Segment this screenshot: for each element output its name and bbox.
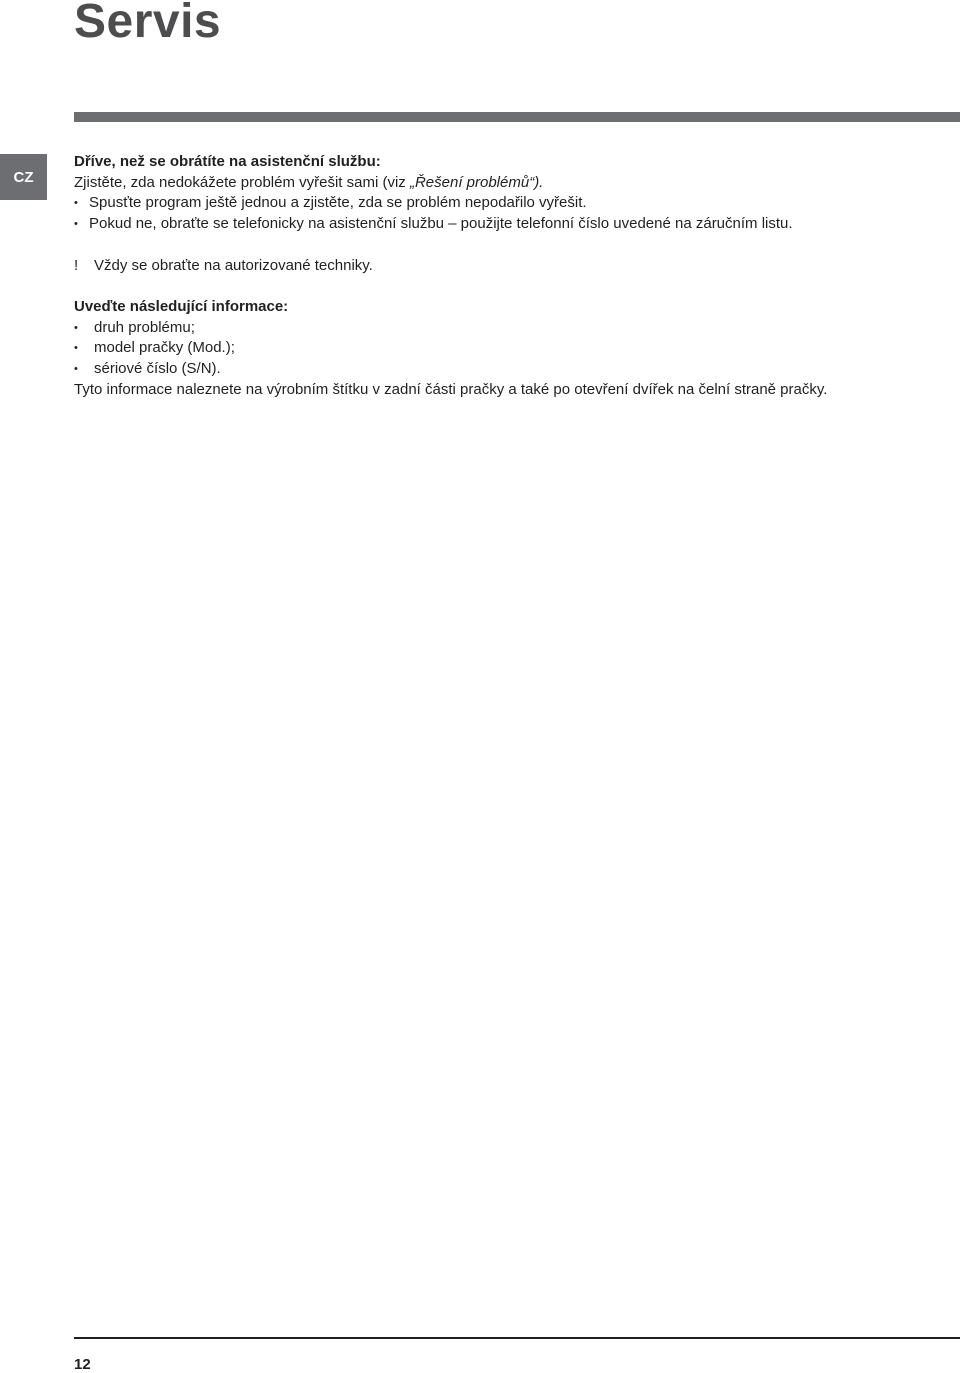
warning-note — [74, 256, 944, 277]
spacer — [74, 235, 944, 256]
section2-heading: Uveďte následující informace: — [74, 297, 289, 315]
service-content — [74, 152, 944, 400]
list-item-text: sériové číslo (S/N). — [94, 360, 221, 377]
section1-intro — [74, 173, 944, 194]
list-item-text: Pokud ne, obraťte se telefonicky na asistenční službu – použijte telefonní číslo uvedené na záručním listu. — [89, 215, 793, 233]
list-item-text: Spusťte program ještě jednou a zjistěte, zda se problém nepodařilo vyřešit. — [89, 194, 587, 212]
section1-heading: Dříve, než se obrátíte na asistenční službu: — [74, 153, 381, 170]
bullet-icon: • — [74, 197, 78, 210]
bullet-icon: • — [74, 363, 78, 375]
list-item — [74, 318, 944, 339]
info-location-text: Tyto informace naleznete na výrobním štítku v zadní části pračky a také po otevření dvířek na čelní straně pračky. — [74, 380, 828, 398]
spacer — [74, 276, 944, 297]
intro-reference: „Řešení problémů“). — [409, 173, 544, 191]
intro-text: Zjistěte, zda nedokážete problém vyřešit sami (viz — [74, 173, 410, 191]
page-title: Servis — [74, 0, 222, 48]
title-divider — [74, 112, 960, 122]
bullet-icon: • — [74, 342, 78, 355]
warning-note-text: Vždy se obraťte na autorizované techniky. — [94, 256, 373, 274]
list-item — [74, 214, 944, 235]
language-tab: CZ — [0, 154, 47, 200]
page-number: 12 — [74, 1356, 91, 1373]
footer-divider — [74, 1337, 960, 1339]
list-item-text: model pračky (Mod.); — [94, 339, 235, 357]
section1-list — [74, 193, 944, 234]
bullet-icon: • — [74, 218, 78, 231]
list-item — [74, 359, 944, 380]
list-item — [74, 193, 944, 214]
list-item — [74, 338, 944, 359]
section2-list — [74, 318, 944, 380]
list-item-text: druh problému; — [94, 318, 195, 336]
exclamation-icon: ! — [74, 256, 79, 274]
bullet-icon: • — [74, 321, 78, 334]
